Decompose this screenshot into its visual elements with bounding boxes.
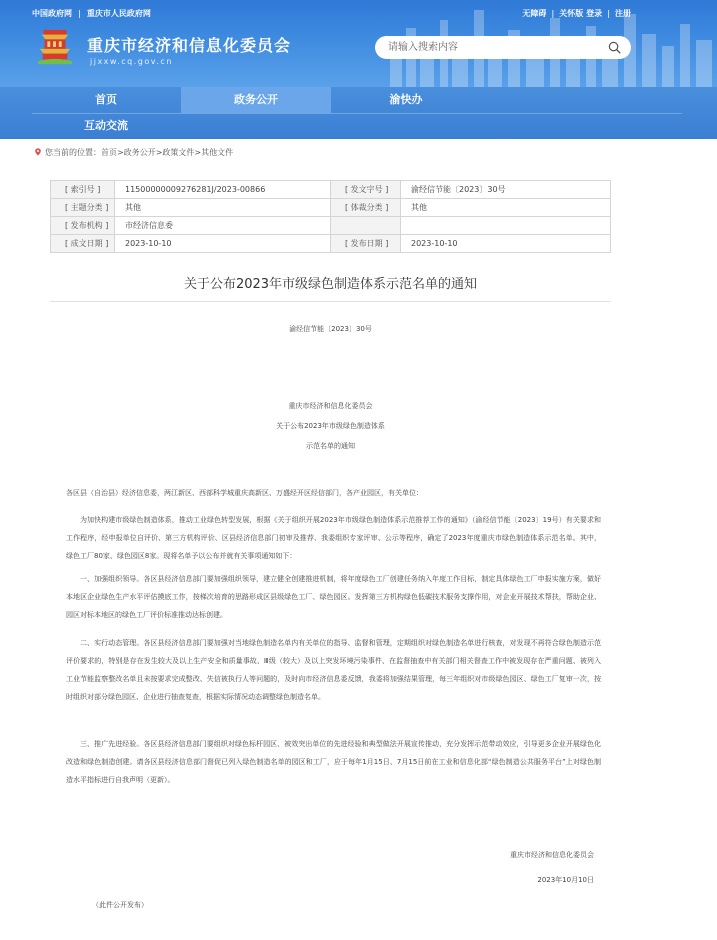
table-row bbox=[51, 199, 611, 217]
register-link[interactable]: 注册 bbox=[615, 9, 631, 18]
article-signature: 重庆市经济和信息化委员会 bbox=[510, 851, 594, 859]
separator: | bbox=[78, 9, 81, 18]
nav-item-gov-affairs[interactable]: 政务公开 bbox=[181, 87, 331, 113]
search-input[interactable] bbox=[388, 39, 598, 56]
article-header-line: 重庆市经济和信息化委员会 bbox=[288, 402, 373, 410]
empty-cell bbox=[401, 217, 611, 235]
article-doc-number: 渝经信节能〔2023〕30号 bbox=[289, 325, 372, 333]
index-value: 11500000009276281J/2023-00866 bbox=[115, 181, 331, 199]
theme-value: 其他 bbox=[115, 199, 331, 217]
location-pin-icon bbox=[34, 148, 42, 156]
site-title[interactable]: 重庆市经济和信息化委员会 bbox=[87, 36, 292, 55]
breadcrumb-policy-docs[interactable]: 政策文件 bbox=[162, 148, 195, 157]
published-value: 2023-10-10 bbox=[401, 235, 611, 253]
article-note: （此件公开发布） bbox=[92, 901, 148, 909]
table-row bbox=[51, 181, 611, 199]
article-paragraph: 二、实行动态管理。各区县经济信息部门要加强对当地绿色制造名单内有关单位的指导、监督和管理，定期组织对绿色制造名单进行核查，对发现不再符合绿色制造示范评价要求的，特别是存在发生较大及以上生产安全和质量事故、Ⅲ级（较大）及以上突发环境污染事件、在监督抽查中有关部门相关督查工作中被发现存在严重问题、被列入工业节能监察整改名单且未按要求完成整改、失信被执行人等问题的，及时向市经济信息委反馈，我委将加强结果管理，每三年组织对市级绿色园区、绿色工厂复审一次，按时组织对部分绿色园区、企业进行抽查复查，根据实际情况动态调整绿色制造名单。 bbox=[66, 639, 601, 701]
breadcrumb-prefix: 您当前的位置： bbox=[45, 148, 101, 157]
document-info-table bbox=[50, 180, 611, 253]
title-divider bbox=[50, 301, 611, 302]
top-link-cq[interactable]: 重庆市人民政府网 bbox=[86, 9, 151, 18]
site-domain: jjxxw.cq.gov.cn bbox=[90, 57, 173, 66]
table-row bbox=[51, 217, 611, 235]
breadcrumb-other-docs[interactable]: 其他文件 bbox=[201, 148, 234, 157]
article-addressee: 各区县（自治县）经济信息委，两江新区、西部科学城重庆高新区、万盛经开区经信部门，各产业园区，有关单位： bbox=[66, 489, 423, 497]
nav-item-home[interactable]: 首页 bbox=[95, 93, 117, 106]
user-links bbox=[522, 8, 631, 19]
article-paragraph: 三、推广先进经验。各区县经济信息部门要组织对绿色标杆园区、被效突出单位的先进经验和典型做法开展宣传推动，充分发挥示范带动效应，引导更多企业开展绿色化改造和绿色制造创建。请各区县经济信息部门督促已列入绿色制造名单的园区和工厂，应于每年1月15日、7月15日前在工业和信息化部“绿色制造公共服务平台”上对绿色制造水平指标进行自我声明（更新）。 bbox=[66, 740, 601, 784]
separator: | bbox=[551, 9, 555, 18]
accessibility-link[interactable]: 无障碍 bbox=[522, 9, 547, 18]
article-paragraph: 一、加强组织领导。各区县经济信息部门要加强组织领导，建立健全创建推进机制，将年度绿色工厂创建任务纳入年度工作目标，制定具体绿色工厂申报实施方案，做好本地区企业绿色生产水平评估摸底工作，按梯次培育的思路形成区县级绿色工厂、绿色园区。发挥第三方机构绿色低碳技术服务支撑作用，对企业开展技术帮扶，帮助企业、园区对标本地区的绿色工厂评价标准推动达标创建。 bbox=[66, 575, 601, 619]
nav-item-interaction[interactable]: 互动交流 bbox=[84, 119, 128, 132]
theme-label: [ 主题分类 ] bbox=[51, 199, 115, 217]
login-link[interactable]: 登录 bbox=[586, 9, 603, 18]
published-label: [ 发布日期 ] bbox=[331, 235, 401, 253]
genre-value: 其他 bbox=[401, 199, 611, 217]
article-paragraph: 为加快构建市级绿色制造体系，推动工业绿色转型发展，根据《关于组织开展2023年市级绿色制造体系示范推荐工作的通知》（渝经信节能〔2023〕19号）有关要求和工作程序，经申报单位自评价、第三方机构评价、区县经济信息部门初审及推荐、我委组织专家评审、公示等程序，确定了2023年度重庆市绿色制造体系示范名单。其中，绿色工厂80家、绿色园区8家。现将名单予以公布并就有关事项通知如下： bbox=[66, 516, 601, 560]
separator: | bbox=[607, 9, 610, 18]
genre-label: [ 体裁分类 ] bbox=[331, 199, 401, 217]
doc-no-value: 渝经信节能〔2023〕30号 bbox=[401, 181, 611, 199]
nav-divider bbox=[32, 113, 682, 114]
top-link-gov[interactable]: 中国政府网 bbox=[32, 9, 72, 18]
breadcrumb bbox=[34, 147, 233, 158]
created-value: 2023-10-10 bbox=[115, 235, 331, 253]
article-title: 关于公布2023年市级绿色制造体系示范名单的通知 bbox=[183, 277, 478, 292]
issuer-label: [ 发布机构 ] bbox=[51, 217, 115, 235]
site-header bbox=[0, 0, 717, 87]
index-label: [ 索引号 ] bbox=[51, 181, 115, 199]
breadcrumb-home[interactable]: 首页 bbox=[101, 148, 117, 157]
breadcrumb-separator: > bbox=[155, 148, 163, 157]
search-icon[interactable] bbox=[608, 41, 621, 54]
search-box bbox=[375, 36, 631, 59]
article-header-line: 示范名单的通知 bbox=[306, 442, 355, 450]
breadcrumb-separator: > bbox=[194, 148, 202, 157]
top-links bbox=[32, 8, 151, 19]
breadcrumb-separator: > bbox=[117, 148, 124, 157]
care-mode-link[interactable]: 关怀版 bbox=[559, 9, 584, 18]
table-row bbox=[51, 235, 611, 253]
emblem-logo-icon[interactable] bbox=[36, 28, 74, 66]
article-date: 2023年10月10日 bbox=[537, 876, 594, 884]
article-header-line: 关于公布2023年市级绿色制造体系 bbox=[276, 422, 385, 430]
issuer-value: 市经济信息委 bbox=[115, 217, 331, 235]
nav-item-yukuaiban[interactable]: 渝快办 bbox=[389, 93, 423, 106]
empty-cell bbox=[331, 217, 401, 235]
created-label: [ 成文日期 ] bbox=[51, 235, 115, 253]
breadcrumb-gov-affairs[interactable]: 政务公开 bbox=[123, 148, 156, 157]
doc-no-label: [ 发文字号 ] bbox=[331, 181, 401, 199]
